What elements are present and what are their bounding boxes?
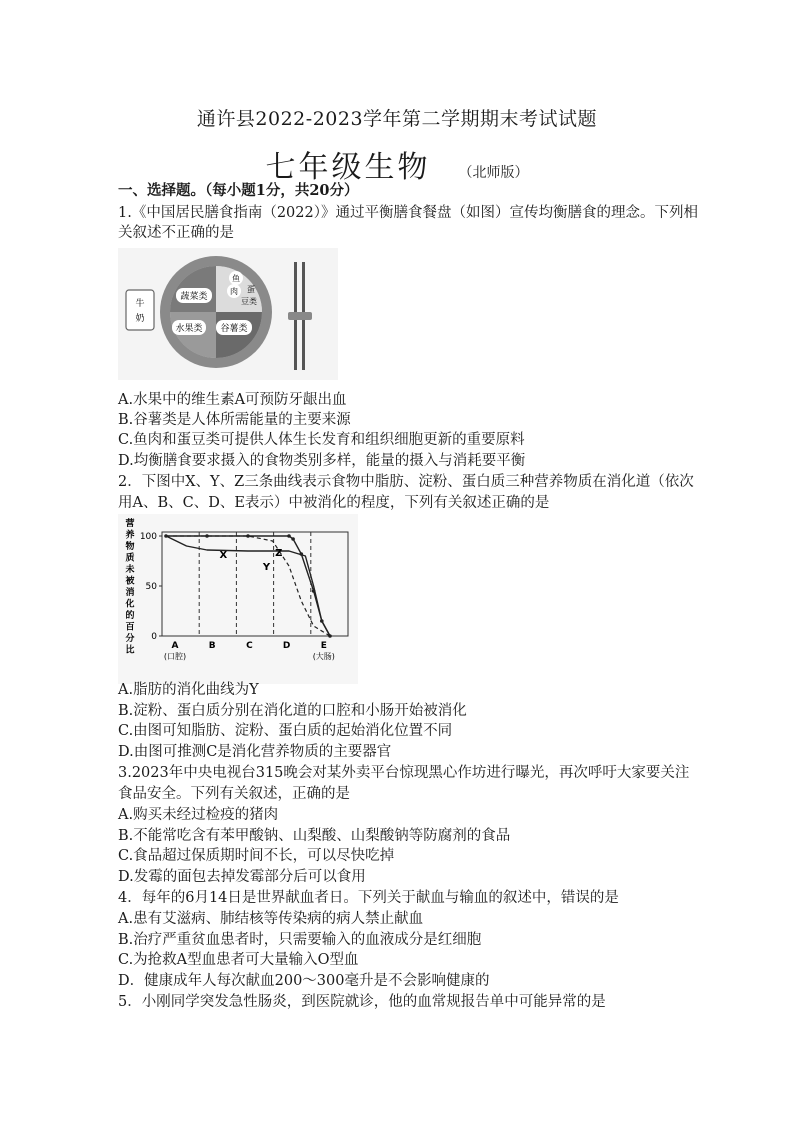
digestion-chart xyxy=(118,514,358,684)
milk-cup xyxy=(126,290,154,330)
q2-stem-line1: 2．下图中X、Y、Z三条曲线表示食物中脂肪、淀粉、蛋白质三种营养物质在消化道（依次 xyxy=(118,474,694,490)
y-axis-label-char: 养 xyxy=(125,530,135,541)
edition-label: （北师版） xyxy=(458,165,529,181)
x-category-label: C xyxy=(246,641,253,651)
x-category-label: E xyxy=(320,641,327,651)
y-axis-label-char: 被 xyxy=(125,576,135,587)
q3-option-b: B.不能常吃含有苯甲酸钠、山梨酸、山梨酸钠等防腐剂的食品 xyxy=(118,828,511,844)
series-point-z xyxy=(300,552,304,556)
y-axis-label-char: 的 xyxy=(125,611,135,621)
series-point-z xyxy=(287,534,291,538)
chopstick-rest xyxy=(288,312,312,320)
bean-label: 豆类 xyxy=(241,297,257,306)
fruit-label: 水果类 xyxy=(175,324,203,334)
y-axis-label-char: 分 xyxy=(125,634,135,644)
y-axis-label-char: 比 xyxy=(125,645,135,656)
q4-option-a: A.患有艾滋病、肺结核等传染病的病人禁止献血 xyxy=(118,911,424,927)
q1-stem-line2: 关叙述不正确的是 xyxy=(118,225,234,241)
q3-option-d: D.发霉的面包去掉发霉部分后可以食用 xyxy=(118,869,366,885)
q1-option-a: A.水果中的维生素A可预防牙龈出血 xyxy=(118,392,347,408)
y-axis-label-char: 百 xyxy=(125,622,135,633)
q1-option-d: D.均衡膳食要求摄入的食物类别多样，能量的摄入与消耗要平衡 xyxy=(118,453,526,469)
y-axis-label-char: 消 xyxy=(125,588,135,598)
q2-stem-line2: 用A、B、C、D、E表示）中被消化的程度，下列有关叙述正确的是 xyxy=(118,495,550,511)
q2-option-c: C.由图可知脂肪、淀粉、蛋白质的起始消化位置不同 xyxy=(118,723,453,739)
x-category-label: A xyxy=(171,641,179,651)
q1-option-c: C.鱼肉和蛋豆类可提供人体生长发育和组织细胞更新的重要原料 xyxy=(118,432,525,448)
q3-stem-line1: 3.2023年中央电视台315晚会对某外卖平台惊现黑心作坊进行曝光，再次呼吁大家要关注 xyxy=(118,765,690,781)
series-point-z xyxy=(328,634,332,638)
series-point-z xyxy=(205,534,209,538)
subtitle-row xyxy=(0,142,794,186)
q3-option-c: C.食品超过保质期时间不长，可以尽快吃掉 xyxy=(118,848,395,864)
q1-stem-line1: 1.《中国居民膳食指南（2022）》通过平衡膳食餐盘（如图）宣传均衡膳食的理念。下列相 xyxy=(118,205,698,221)
q2-option-b: B.淀粉、蛋白质分别在消化道的口腔和小肠开始被消化 xyxy=(118,703,467,719)
y-axis-label-char: 物 xyxy=(125,542,135,552)
q5-stem: 5．小刚同学突发急性肠炎，到医院就诊，他的血常规报告单中可能异常的是 xyxy=(118,994,606,1010)
y-axis-label-char: 营 xyxy=(125,519,135,529)
series-point-z xyxy=(164,534,168,538)
q3-option-a: A.购买未经过检疫的猪肉 xyxy=(118,807,279,823)
balanced-diet-plate-figure xyxy=(118,248,338,380)
y-axis-label-char: 质 xyxy=(125,553,135,564)
q4-option-c: C.为抢救A型血患者可大量输入O型血 xyxy=(118,952,359,968)
curve-label-y: Y xyxy=(262,562,271,573)
q4-stem: 4．每年的6月14日是世界献血者日。下列关于献血与输血的叙述中，错误的是 xyxy=(118,890,619,906)
veg-label: 蔬菜类 xyxy=(180,292,208,302)
curve-label-z: Z xyxy=(275,548,283,559)
y-tick-label: 100 xyxy=(139,532,157,542)
curve-label-x: X xyxy=(219,550,228,561)
exam-title: 通许县2022-2023学年第二学期期末考试试题 xyxy=(196,108,598,130)
meat-label-1: 鱼 xyxy=(232,274,240,283)
x-category-note: (口腔) xyxy=(163,652,187,661)
y-axis-label-char: 未 xyxy=(125,565,135,575)
series-point-z xyxy=(312,589,316,593)
x-category-note: (大肠) xyxy=(312,652,335,661)
meat-label-2: 肉 xyxy=(230,287,238,296)
q4-option-b: B.治疗严重贫血患者时，只需要输入的血液成分是红细胞 xyxy=(118,932,482,948)
q2-option-a: A.脂肪的消化曲线为Y xyxy=(118,682,259,698)
milk-label-2: 奶 xyxy=(135,314,145,324)
q3-stem-line2: 食品安全。下列有关叙述，正确的是 xyxy=(118,786,350,802)
y-tick-label: 0 xyxy=(151,632,157,642)
series-point-z xyxy=(246,534,250,538)
y-axis-label xyxy=(124,517,135,656)
subject-title: 七年级生物 xyxy=(265,150,431,185)
series-point-z xyxy=(320,619,324,623)
y-axis-label-char: 化 xyxy=(125,599,135,610)
q1-option-b: B.谷薯类是人体所需能量的主要来源 xyxy=(118,412,351,428)
series-point-z xyxy=(291,537,295,541)
milk-label-1: 牛 xyxy=(135,299,145,309)
grain-label: 谷薯类 xyxy=(220,324,248,334)
x-category-label: B xyxy=(208,641,216,651)
q2-option-d: D.由图可推测C是消化营养物质的主要器官 xyxy=(118,744,392,760)
section-heading: 一、选择题。（每小题1分，共20分） xyxy=(118,182,359,199)
y-tick-label: 50 xyxy=(145,582,157,592)
egg-label: 蛋 xyxy=(247,285,255,294)
q4-option-d: D．健康成年人每次献血200～300毫升是不会影响健康的 xyxy=(118,973,490,989)
x-category-label: D xyxy=(282,641,291,651)
